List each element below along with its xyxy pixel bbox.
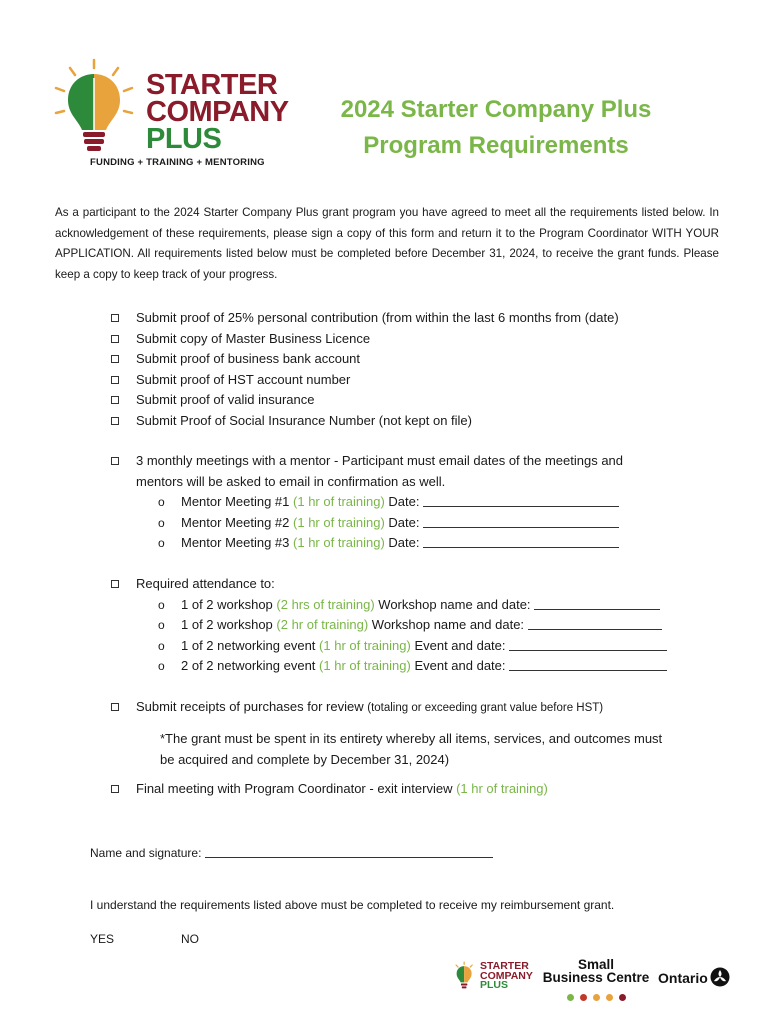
footer-logo-line-2: COMPANY	[480, 969, 533, 982]
mentor-section	[111, 451, 711, 554]
attendance-checklist-item[interactable]	[111, 574, 711, 595]
attendance-heading: Required attendance to:	[136, 576, 275, 591]
field-label: Date:	[388, 535, 420, 550]
requirements-checklist	[111, 308, 711, 431]
page-title	[326, 92, 666, 164]
mentor-meeting-row	[111, 492, 711, 513]
understand-statement: I understand the requirements listed above must be completed to receive my reimbursement grant.	[90, 898, 615, 912]
checkbox[interactable]	[111, 355, 119, 363]
receipts-checklist-item[interactable]	[111, 697, 711, 718]
attendance-label: 1 of 2 workshop	[181, 617, 273, 632]
logo-line-plus: PLUS	[146, 123, 222, 155]
training-hours: (2 hr of training)	[276, 617, 369, 632]
training-hours: (1 hr of training)	[293, 514, 385, 530]
attendance-row	[111, 656, 711, 677]
no-option[interactable]: NO	[181, 932, 199, 946]
final-meeting-text: Final meeting with Program Coordinator - exit interview	[136, 781, 453, 796]
training-hours: (2 hrs of training)	[276, 596, 375, 612]
attendance-row	[111, 595, 711, 616]
footer-logo-wordmark	[480, 962, 533, 991]
field-label: Workshop name and date:	[371, 617, 525, 632]
checkbox[interactable]	[111, 580, 119, 588]
intro-paragraph: As a participant to the 2024 Starter Company Plus grant program you have agreed to meet all the requirements listed below. In acknowledgement of these requirements, please sign a copy of this form and return it to the Program Coordinator WITH YOUR APPLICATION. All requirements listed below must be completed before December 31, 2024, to receive the grant funds. Please keep a copy to keep track of your progress.	[55, 206, 719, 281]
checkbox[interactable]	[111, 376, 119, 384]
checklist-item[interactable]	[111, 349, 711, 370]
training-hours: (1 hr of training)	[319, 658, 411, 673]
dot-icon	[567, 994, 574, 1001]
mentor-meeting-row	[111, 513, 711, 534]
yes-option[interactable]: YES	[90, 932, 115, 946]
sbc-line-2: Business Centre	[542, 970, 650, 985]
title-line-2: Program Requirements	[363, 132, 629, 159]
entry-blank[interactable]	[528, 617, 662, 630]
bullet: o	[158, 638, 165, 653]
checklist-item[interactable]	[111, 411, 711, 432]
training-hours: (1 hr of training)	[293, 494, 385, 509]
training-hours: (1 hr of training)	[293, 535, 385, 550]
attendance-row	[111, 636, 711, 657]
bullet: o	[158, 618, 165, 632]
dot-icon	[606, 994, 613, 1001]
logo-wordmark	[146, 69, 289, 155]
logo-tagline: FUNDING + TRAINING + MENTORING	[90, 157, 265, 168]
footer-logo-line-1: STARTER	[480, 960, 529, 972]
entry-blank[interactable]	[509, 638, 667, 651]
checklist-item-label: Submit proof of HST account number	[136, 371, 351, 387]
field-label: Event and date:	[414, 637, 506, 653]
attendance-label: 1 of 2 networking event	[181, 637, 316, 653]
dot-icon	[580, 994, 587, 1001]
footer-logo-line-3: PLUS	[480, 979, 509, 991]
checklist-item[interactable]	[111, 370, 711, 391]
training-hours: (1 hr of training)	[456, 781, 548, 796]
field-label: Workshop name and date:	[378, 596, 531, 612]
checklist-item[interactable]	[111, 390, 711, 411]
attendance-row	[111, 615, 711, 636]
date-blank[interactable]	[423, 515, 619, 528]
footer-starter-company-plus-logo	[452, 958, 540, 998]
checkbox[interactable]	[111, 785, 119, 793]
logo-line-company: COMPANY	[146, 96, 289, 128]
mentor-line-2: mentors will be asked to email in confirmation as well.	[136, 473, 446, 489]
attendance-label: 1 of 2 workshop	[181, 596, 273, 612]
checkbox[interactable]	[111, 314, 119, 322]
mentor-meeting-label: Mentor Meeting #2	[181, 514, 290, 530]
checkbox[interactable]	[111, 457, 119, 465]
signature-line	[90, 845, 493, 860]
ontario-logo-text: Ontario	[658, 970, 708, 986]
checklist-item-label: Submit copy of Master Business Licence	[136, 330, 371, 346]
checkbox[interactable]	[111, 396, 119, 404]
final-meeting-checklist-item[interactable]	[111, 779, 711, 800]
checklist-item-label: Submit proof of business bank account	[136, 351, 361, 366]
attendance-section	[111, 574, 711, 677]
bullet: o	[158, 536, 165, 550]
signature-blank[interactable]	[205, 845, 493, 858]
ontario-trillium-icon	[710, 967, 730, 987]
field-label: Date:	[388, 514, 420, 530]
bullet: o	[158, 495, 165, 509]
receipts-section	[111, 697, 711, 718]
checkbox[interactable]	[111, 703, 119, 711]
field-label: Event and date:	[414, 658, 506, 673]
checklist-item-label: Submit Proof of Social Insurance Number (not kept on file)	[136, 412, 472, 428]
checklist-item-label: Submit proof of valid insurance	[136, 392, 315, 407]
training-hours: (1 hr of training)	[319, 637, 411, 653]
bullet: o	[158, 515, 165, 530]
attendance-label: 2 of 2 networking event	[181, 658, 316, 673]
small-business-centre-logo	[540, 958, 652, 1000]
mentor-checklist-item[interactable]	[111, 451, 711, 472]
final-meeting-section	[111, 779, 711, 800]
logo-line-starter: STARTER	[146, 69, 278, 101]
mentor-meeting-row	[111, 533, 711, 554]
dot-icon	[619, 994, 626, 1001]
entry-blank[interactable]	[534, 597, 660, 610]
checklist-item[interactable]	[111, 308, 711, 329]
bullet: o	[158, 597, 165, 612]
receipts-note: (totaling or exceeding grant value before HST)	[367, 702, 604, 714]
lightbulb-brain-icon	[52, 58, 142, 158]
mentor-meeting-label: Mentor Meeting #3	[181, 535, 290, 550]
checkbox[interactable]	[111, 335, 119, 343]
bullet: o	[158, 659, 165, 673]
mentor-meeting-label: Mentor Meeting #1	[181, 494, 290, 509]
dot-icon	[593, 994, 600, 1001]
checkbox[interactable]	[111, 417, 119, 425]
lightbulb-brain-icon	[452, 960, 478, 992]
mentor-line-1: 3 monthly meetings with a mentor - Participant must email dates of the meetings and	[136, 453, 624, 468]
checklist-item-label: Submit proof of 25% personal contribution (from within the last 6 months from (date)	[136, 310, 619, 325]
sbc-line-1: Small	[577, 957, 615, 972]
title-line-1: 2024 Starter Company Plus	[340, 96, 652, 123]
date-blank[interactable]	[423, 494, 619, 507]
entry-blank[interactable]	[509, 658, 667, 671]
sbc-dots	[540, 988, 652, 1006]
date-blank[interactable]	[423, 535, 619, 548]
checklist-item[interactable]	[111, 329, 711, 350]
signature-label: Name and signature:	[90, 846, 202, 860]
grant-note: *The grant must be spent in its entirety whereby all items, services, and outcomes must be acquired and complete by December 31, 2024)	[160, 731, 663, 767]
receipts-text: Submit receipts of purchases for review	[136, 699, 364, 714]
field-label: Date:	[388, 494, 420, 509]
starter-company-plus-logo	[52, 58, 322, 170]
